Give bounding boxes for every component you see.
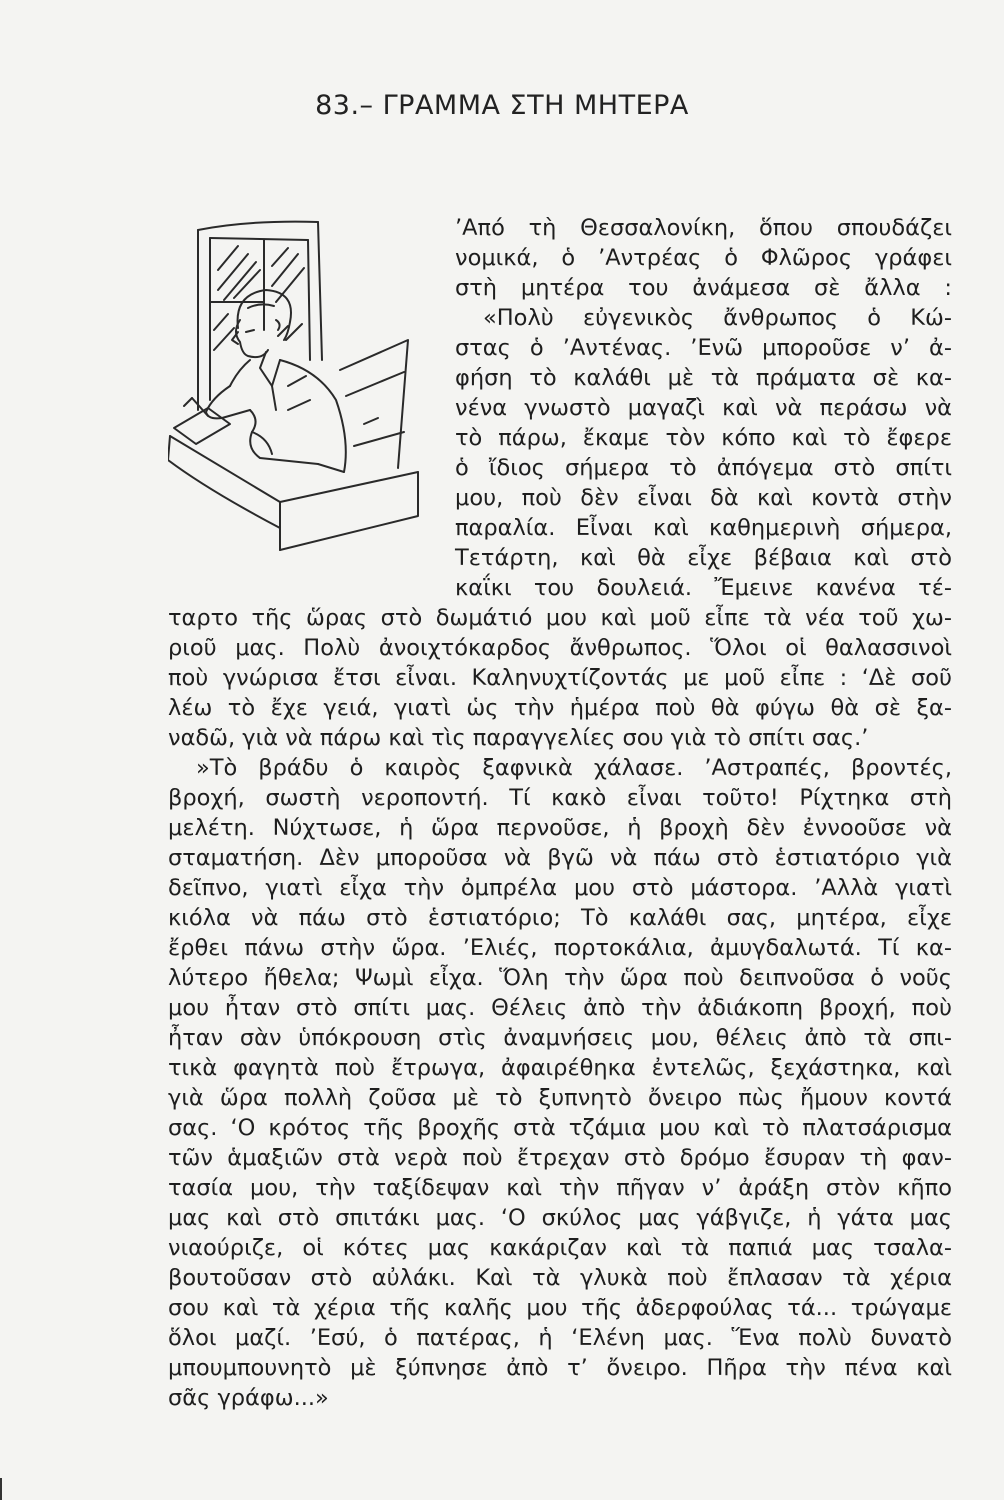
text-line: παραλία. Εἶναι καὶ καθημερινὴ σήμερα, (455, 515, 952, 541)
text-line: σου καὶ τὰ χέρια τῆς καλῆς μου τῆς ἀδερφούλας τά... τρώγαμε (168, 1295, 952, 1321)
text-line: στας ὁ ’Αντένας. ’Ενῶ μποροῦσε ν’ ἀ- (455, 335, 952, 361)
text-line: Τετάρτη, καὶ θὰ εἶχε βέβαια καὶ στὸ (455, 545, 952, 571)
text-line: στὴ μητέρα του ἀνάμεσα σὲ ἄλλα : (455, 275, 952, 301)
text-line: τασία μου, τὴν ταξίδεψαν καὶ τὴν πῆγαν ν’ ἀράξη στὸν κῆπο (168, 1175, 952, 1201)
text-line: μελέτη. Νύχτωσε, ἡ ὥρα περνοῦσε, ἡ βροχὴ δὲν ἐννοοῦσε νὰ (168, 815, 952, 841)
text-line: δεῖπνο, γιατὶ εἶχα τὴν ὀμπρέλα μου στὸ μάστορα. ’Αλλὰ γιατὶ (168, 875, 952, 901)
text-line: ’Από τὴ Θεσσαλονίκη, ὅπου σπουδάζει (455, 215, 952, 241)
text-line: ἦταν σὰν ὑπόκρουση στὶς ἀναμνήσεις μου, θέλεις ἀπὸ τὰ σπι- (168, 1025, 952, 1051)
text-line: ὁ ἴδιος σήμερα τὸ ἀπόγεμα στὸ σπίτι (455, 455, 952, 481)
text-line: ναδῶ, γιὰ νὰ πάρω καὶ τὶς παραγγελίες σου γιὰ τὸ σπίτι σας.’ (168, 725, 869, 751)
text-line: τικὰ φαγητὰ ποὺ ἔτρωγα, ἀφαιρέθηκα ἐντελῶς, ξεχάστηκα, καὶ (168, 1055, 952, 1081)
text-line: ποὺ γνώρισα ἔτσι εἶναι. Καληνυχτίζοντάς με μοῦ εἶπε : ‘Δὲ σοῦ (168, 665, 952, 691)
text-line: »Τὸ βράδυ ὁ καιρὸς ξαφνικὰ χάλασε. ’Αστραπές, βροντές, (196, 755, 952, 781)
text-line: τὸ πάρω, ἔκαμε τὸν κόπο καὶ τὸ ἔφερε (455, 425, 952, 451)
text-line: γιὰ ὥρα πολλὴ ζοῦσα μὲ τὸ ξυπνητὸ ὄνειρο πὼς ἤμουν κοντά (168, 1085, 952, 1111)
text-line: βουτοῦσαν στὸ αὐλάκι. Καὶ τὰ γλυκὰ ποὺ ἔπλασαν τὰ χέρια (168, 1265, 952, 1291)
text-line: μου ἦταν στὸ σπίτι μας. Θέλεις ἀπὸ τὴν ἀδιάκοπη βροχή, ποὺ (168, 995, 952, 1021)
text-line: κιόλα νὰ πάω στὸ ἑστιατόριο; Τὸ καλάθι σας, μητέρα, εἶχε (168, 905, 952, 931)
text-line: λέω τὸ ἔχε γειά, γιατὶ ὡς τὴν ἡμέρα ποὺ θὰ φύγω θὰ σὲ ξα- (168, 695, 952, 721)
text-line: νένα γνωστὸ μαγαζὶ καὶ νὰ περάσω νὰ (455, 395, 952, 421)
text-line: σας. ‘Ο κρότος τῆς βροχῆς στὰ τζάμια μου καὶ τὸ πλατσάρισμα (168, 1115, 952, 1141)
text-line: ταρτο τῆς ὥρας στὸ δωμάτιό μου καὶ μοῦ εἶπε τὰ νέα τοῦ χω- (168, 605, 952, 631)
text-line: ὅλοι μαζί. ’Εσύ, ὁ πατέρας, ἡ ‘Ελένη μας. Ἕνα πολὺ δυνατὸ (168, 1325, 952, 1351)
text-line: ἔρθει πάνω στὴν ὥρα. ’Ελιές, πορτοκάλια, ἀμυγδαλωτά. Τί κα- (168, 935, 952, 961)
text-line: ριοῦ μας. Πολὺ ἀνοιχτόκαρδος ἄνθρωπος. Ὅλοι οἱ θαλασσινοὶ (168, 635, 952, 661)
text-line: «Πολὺ εὐγενικὸς ἄνθρωπος ὁ Κώ- (483, 305, 952, 331)
text-line: φήση τὸ καλάθι μὲ τὰ πράματα σὲ κα- (455, 365, 952, 391)
text-line: νομικά, ὁ ’Αντρέας ὁ Φλῶρος γράφει (455, 245, 952, 271)
text-line: μας καὶ στὸ σπιτάκι μας. ‘Ο σκύλος μας γάβγιζε, ἡ γάτα μας (168, 1205, 952, 1231)
text-line: σᾶς γράφω...» (168, 1385, 329, 1411)
text-line: μου, ποὺ δὲν εἶναι δὰ καὶ κοντὰ στὴν (455, 485, 952, 511)
text-line: βροχή, σωστὴ νεροποντή. Τί κακὸ εἶναι τοῦτο! Ρίχτηκα στὴ (168, 785, 952, 811)
page-title: 83.– ΓΡΑΜΜΑ ΣΤΗ ΜΗΤΕΡΑ (315, 90, 689, 121)
man-writing-illustration (168, 210, 438, 555)
text-line: σταματήση. Δὲν μποροῦσα νὰ βγῶ νὰ πάω στὸ ἑστιατόριο γιὰ (168, 845, 952, 871)
scan-margin-mark (0, 1478, 2, 1500)
text-line: μπουμπουνητὸ μὲ ξύπνησε ἀπὸ τ’ ὄνειρο. Πῆρα τὴν πένα καὶ (168, 1355, 952, 1381)
text-line: τῶν ἁμαξιῶν στὰ νερὰ ποὺ ἔτρεχαν στὸ δρόμο ἔσυραν τὴ φαν- (168, 1145, 952, 1171)
text-line: νιαούριζε, οἱ κότες μας κακάριζαν καὶ τὰ παπιά μας τσαλα- (168, 1235, 952, 1261)
text-line: λύτερο ἤθελα; Ψωμὶ εἶχα. Ὅλη τὴν ὥρα ποὺ δειπνοῦσα ὁ νοῦς (168, 965, 952, 991)
text-line: καΐκι του δουλειά. Ἔμεινε κανένα τέ- (455, 575, 952, 601)
